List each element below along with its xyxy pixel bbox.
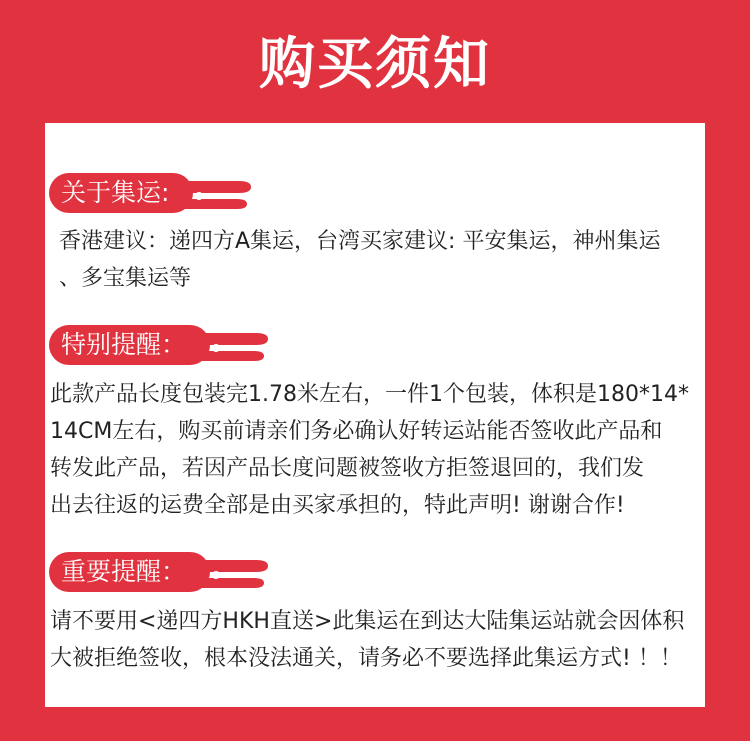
section-shipping-heading: 关于集运:: [49, 173, 193, 213]
swoosh-decoration-icon: [179, 173, 259, 213]
section-important-body: [50, 603, 700, 677]
section-important-heading: 重要提醒：: [49, 552, 210, 592]
section-shipping-body: [59, 223, 699, 297]
swoosh-decoration-icon: [196, 325, 276, 365]
text-line: 出去往返的运费全部是由买家承担的，特此声明! 谢谢合作!: [50, 493, 625, 518]
section-special-body: [50, 376, 700, 524]
text-line: 大被拒绝签收，根本没法通关，请务必不要选择此集运方式! ！！: [50, 646, 682, 671]
text-line: 14CM左右，购买前请亲们务必确认好转运站能否签收此产品和: [50, 419, 663, 444]
text-line: 请不要用<递四方HKH直送>此集运在到达大陆集运站就会因体积: [50, 609, 685, 634]
section-special-head: [49, 325, 276, 365]
text-line: 、多宝集运等: [59, 266, 192, 291]
section-special-heading: 特别提醒：: [49, 325, 210, 365]
section-important-head: [49, 552, 276, 592]
text-line: 香港建议：递四方A集运，台湾买家建议: 平安集运，神州集运: [59, 229, 661, 254]
page-title: 购买须知: [259, 32, 491, 97]
swoosh-decoration-icon: [196, 552, 276, 592]
text-line: 此款产品长度包装完1.78米左右，一件1个包装，体积是180*14*: [50, 382, 689, 407]
notice-panel: [45, 123, 705, 707]
section-shipping-head: [49, 173, 259, 213]
text-line: 转发此产品，若因产品长度问题被签收方拒签退回的，我们发: [50, 456, 645, 481]
